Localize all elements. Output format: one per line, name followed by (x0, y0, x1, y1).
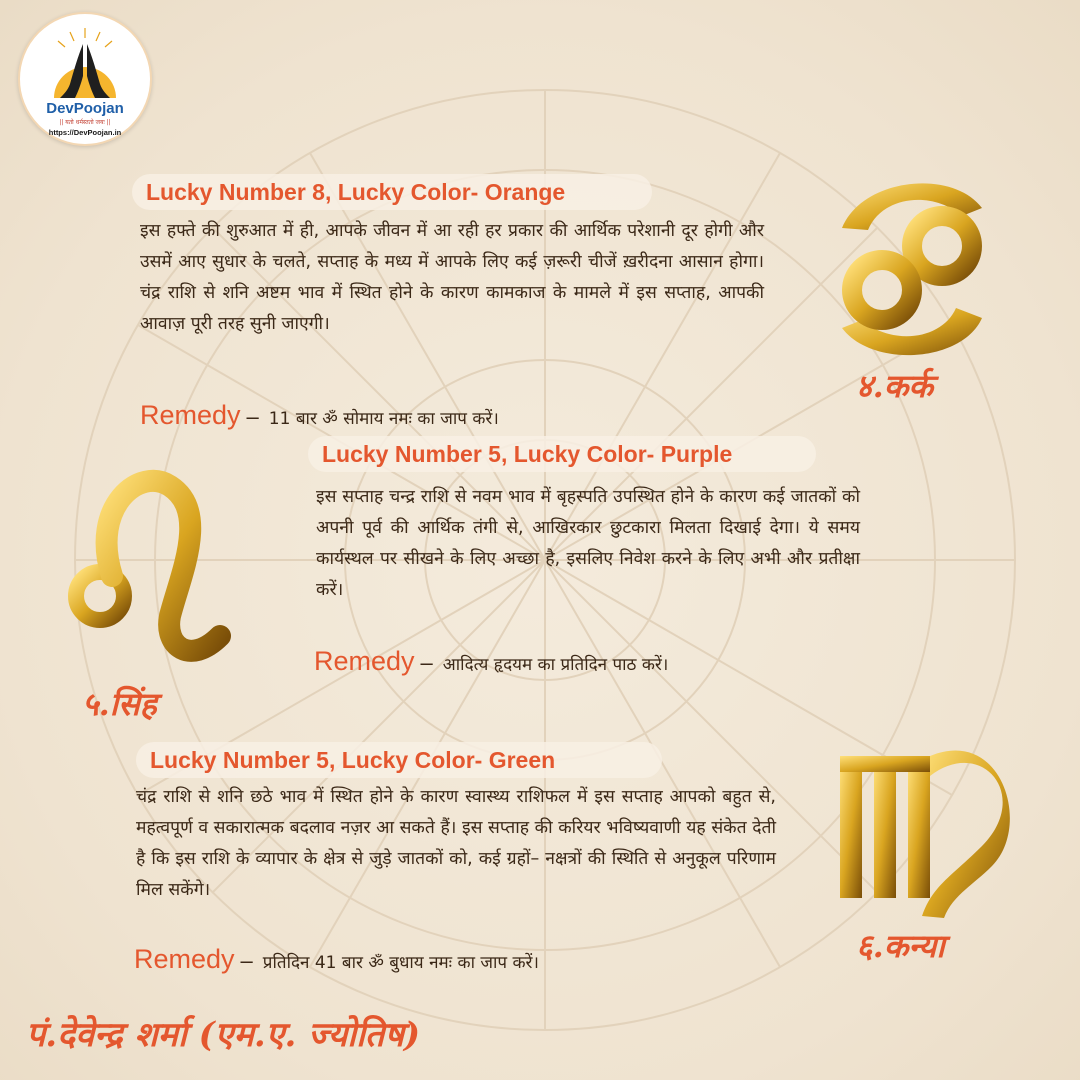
sign-label-leo: ५.सिंह (82, 685, 157, 723)
forecast-text-leo: इस सप्ताह चन्द्र राशि से नवम भाव में बृहस्पति उपस्थित होने के कारण कई जातकों को अपनी पूर्व की आर्थिक तंगी से, आखिरकार छुटकारा मिलता दिखाई देगा। ये समय कार्यस्थल पर सीखने के लिए अच्छा है, इसलिए निवेश करने के लिए अभी और प्रतीक्षा करें। (316, 487, 860, 600)
remedy-label: Remedy (140, 400, 241, 430)
lucky-heading-leo: Lucky Number 5, Lucky Color- Purple (308, 436, 816, 472)
remedy-text: आदित्य हृदयम का प्रतिदिन पाठ करें। (442, 655, 669, 675)
remedy-line-leo (314, 646, 668, 677)
remedy-dash: – (246, 404, 259, 429)
logo-name: DevPoojan (46, 100, 124, 117)
lucky-heading-virgo: Lucky Number 5, Lucky Color- Green (136, 742, 662, 778)
logo-url[interactable]: https://DevPoojan.in (48, 128, 122, 137)
leo-glyph-icon (60, 466, 240, 676)
virgo-glyph-icon (832, 736, 1022, 926)
sign-label-virgo: ६.कन्या (856, 927, 945, 965)
remedy-line-virgo (134, 944, 539, 975)
author-signature: पं.देवेन्द्र शर्मा (एम.ए. ज्योतिष) (26, 1015, 421, 1055)
remedy-line-cancer (140, 400, 499, 431)
logo-tagline: || यतो धर्मस्ततो जयः || (59, 119, 111, 126)
remedy-dash: – (240, 948, 253, 973)
forecast-text-cancer: इस हफ्ते की शुरुआत में ही, आपके जीवन में आ रही हर प्रकार की आर्थिक परेशानी दूर होगी और उसमें आए सुधार के चलते, सप्ताह के मध्य में आपके लिए कई ज़रूरी चीजें ख़रीदना आसान होगा। चंद्र राशि से शनि अष्टम भाव में स्थित होने के कारण कामकाज के मामले में इस सप्ताह, आपकी आवाज़ पूरी तरह सुनी जाएगी। (140, 221, 764, 334)
remedy-dash: – (420, 650, 433, 675)
remedy-label: Remedy (314, 646, 415, 676)
cancer-glyph-icon (822, 168, 1002, 368)
remedy-text: प्रतिदिन 41 बार ॐ बुधाय नमः का जाप करें। (262, 953, 539, 973)
devpoojan-logo[interactable] (18, 12, 152, 146)
lucky-heading-cancer: Lucky Number 8, Lucky Color- Orange (132, 174, 652, 210)
remedy-text: 11 बार ॐ सोमाय नमः का जाप करें। (268, 409, 499, 429)
forecast-text-virgo: चंद्र राशि से शनि छठे भाव में स्थित होने के कारण स्वास्थ्य राशिफल में इस सप्ताह आपको बहुत से, महत्वपूर्ण व सकारात्मक बदलाव नज़र आ सकते हैं। इस सप्ताह की करियर भविष्यवाणी यह संकेत देती है कि इस राशि के व्यापार के क्षेत्र से जुड़े जातकों को, कई ग्रहों– नक्षत्रों की स्थिति से अनुकूल परिणाम मिल सकेंगे। (136, 787, 776, 900)
sign-label-cancer: ४.कर्क (856, 367, 933, 405)
remedy-label: Remedy (134, 944, 235, 974)
